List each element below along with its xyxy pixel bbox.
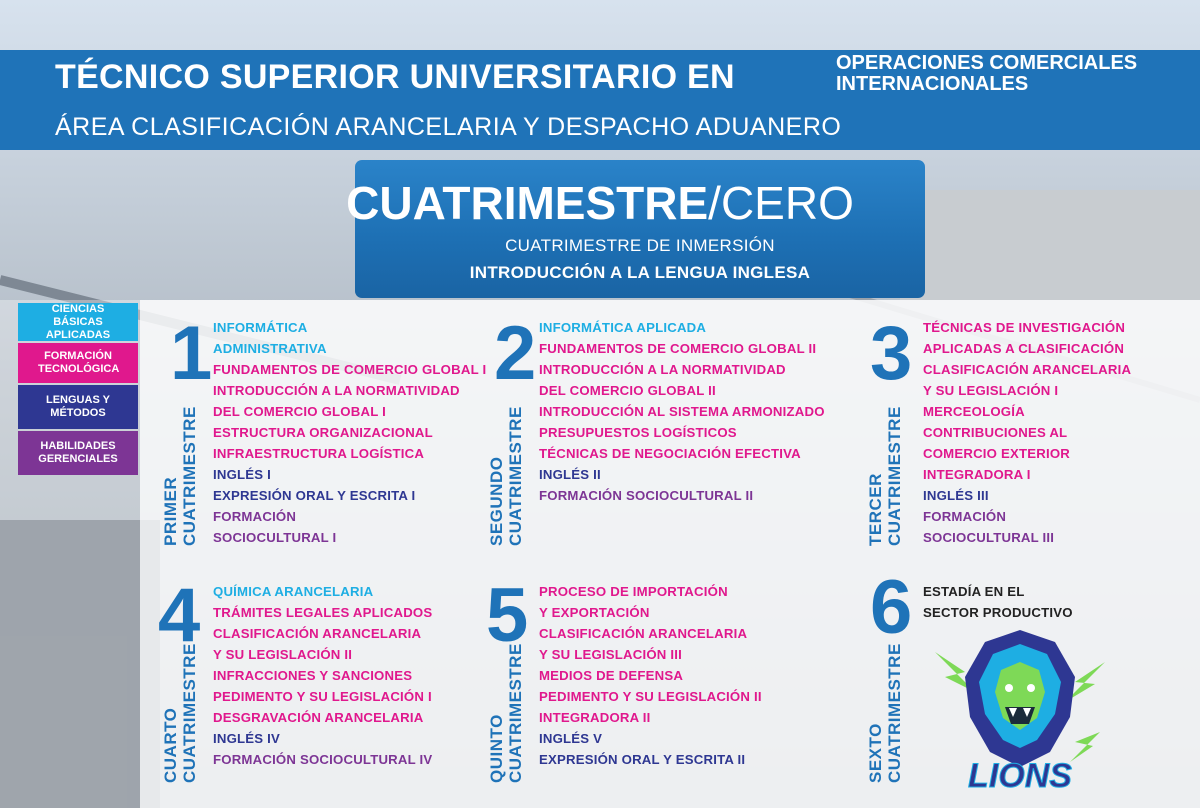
- subject-item: FUNDAMENTOS DE COMERCIO GLOBAL I: [213, 362, 487, 377]
- term-label-top: SEXTO: [866, 723, 885, 783]
- legend-lenguas: [18, 385, 138, 429]
- term-label-top: TERCER: [866, 473, 885, 546]
- subject-item: ESTADÍA EN EL: [923, 584, 1025, 599]
- subject-item: ESTRUCTURA ORGANIZACIONAL: [213, 425, 433, 440]
- subject-item: CONTRIBUCIONES AL: [923, 425, 1068, 440]
- area-subtitle: ÁREA CLASIFICACIÓN ARANCELARIA Y DESPACHO ADUANERO: [55, 113, 842, 141]
- subject-item: EXPRESIÓN ORAL Y ESCRITA I: [213, 488, 416, 503]
- subject-item: INGLÉS IV: [213, 731, 281, 746]
- subject-item: INFORMÁTICA APLICADA: [539, 320, 707, 335]
- subject-list-3: [923, 317, 1131, 548]
- subject-item: FORMACIÓN SOCIOCULTURAL IV: [213, 752, 433, 767]
- subject-item: PRESUPUESTOS LOGÍSTICOS: [539, 425, 737, 440]
- subject-item: DEL COMERCIO GLOBAL II: [539, 383, 716, 398]
- term-number: 3: [870, 311, 913, 396]
- subject-item: INTRODUCCIÓN A LA NORMATIVIDAD: [539, 362, 786, 377]
- subject-item: CLASIFICACIÓN ARANCELARIA: [539, 626, 748, 641]
- subject-item: SOCIOCULTURAL I: [213, 530, 337, 545]
- term-label-bottom: CUATRIMESTRE: [180, 643, 199, 783]
- subject-item: FORMACIÓN SOCIOCULTURAL II: [539, 488, 754, 503]
- page-title: TÉCNICO SUPERIOR UNIVERSITARIO EN: [55, 58, 735, 96]
- term-label-top: PRIMER: [161, 476, 180, 546]
- term-number: 4: [158, 573, 201, 658]
- subject-item: QUÍMICA ARANCELARIA: [213, 584, 374, 599]
- term-label: [866, 406, 904, 546]
- term-label-top: QUINTO: [487, 714, 506, 783]
- subject-item: MEDIOS DE DEFENSA: [539, 668, 684, 683]
- legend-label: FORMACIÓN TECNOLÓGICA: [38, 350, 120, 375]
- term-zero-course: INTRODUCCIÓN A LA LENGUA INGLESA: [469, 263, 811, 282]
- legend-label: HABILIDADES GERENCIALES: [38, 440, 118, 465]
- legend-label: CIENCIAS BÁSICAS APLICADAS: [45, 302, 111, 341]
- term-label-bottom: CUATRIMESTRE: [506, 406, 525, 546]
- subject-item: EXPRESIÓN ORAL Y ESCRITA II: [539, 752, 746, 767]
- subject-item: CLASIFICACIÓN ARANCELARIA: [923, 362, 1132, 377]
- subject-list-5: [539, 581, 762, 770]
- subject-item: COMERCIO EXTERIOR: [923, 446, 1071, 461]
- term-number: 1: [170, 311, 213, 396]
- term-label: [161, 406, 199, 546]
- term-label: [161, 643, 199, 783]
- term-label: [487, 643, 525, 783]
- subject-item: INGLÉS III: [923, 488, 989, 503]
- subject-item: INFRAESTRUCTURA LOGÍSTICA: [213, 446, 425, 461]
- subject-item: TÉCNICAS DE INVESTIGACIÓN: [923, 320, 1126, 335]
- legend-formacion: [18, 343, 138, 383]
- term-zero-title-bold: CUATRIMESTRE: [346, 177, 709, 229]
- subject-item: INTEGRADORA I: [923, 467, 1031, 482]
- lions-logo: [925, 622, 1115, 802]
- program-name-line2: INTERNACIONALES: [836, 73, 1029, 95]
- subject-item: Y EXPORTACIÓN: [539, 605, 650, 620]
- subject-list-2: [539, 317, 825, 506]
- term-label-bottom: CUATRIMESTRE: [506, 643, 525, 783]
- subject-item: INTRODUCCIÓN A LA NORMATIVIDAD: [213, 383, 460, 398]
- term-label-bottom: CUATRIMESTRE: [885, 406, 904, 546]
- subject-item: INGLÉS I: [213, 467, 272, 482]
- term-label-bottom: CUATRIMESTRE: [885, 643, 904, 783]
- subject-item: MERCEOLOGÍA: [923, 404, 1025, 419]
- term-label: [866, 643, 904, 783]
- term-zero-title-light: /CERO: [708, 177, 854, 229]
- subject-list-1: [213, 317, 486, 548]
- term-zero-title: [0, 176, 1200, 230]
- subject-item: INFRACCIONES Y SANCIONES: [213, 668, 413, 683]
- subject-item: INGLÉS V: [539, 731, 603, 746]
- subject-item: INTRODUCCIÓN AL SISTEMA ARMONIZADO: [539, 404, 825, 419]
- subject-item: Y SU LEGISLACIÓN II: [213, 647, 353, 662]
- legend-ciencias: [18, 303, 138, 341]
- subject-item: SOCIOCULTURAL III: [923, 530, 1055, 545]
- subject-item: TÉCNICAS DE NEGOCIACIÓN EFECTIVA: [539, 446, 801, 461]
- subject-item: PEDIMENTO Y SU LEGISLACIÓN II: [539, 689, 762, 704]
- subject-item: ADMINISTRATIVA: [213, 341, 327, 356]
- subject-item: DESGRAVACIÓN ARANCELARIA: [213, 710, 424, 725]
- subject-item: FORMACIÓN: [213, 509, 297, 524]
- term-label-top: SEGUNDO: [487, 456, 506, 546]
- subject-item: INTEGRADORA II: [539, 710, 651, 725]
- program-name: [836, 53, 1137, 95]
- term-label-bottom: CUATRIMESTRE: [180, 406, 199, 546]
- subject-item: TRÁMITES LEGALES APLICADOS: [213, 605, 433, 620]
- lions-logo-wordmark: LIONS: [968, 757, 1072, 795]
- subject-item: APLICADAS A CLASIFICACIÓN: [923, 341, 1125, 356]
- subject-item: PROCESO DE IMPORTACIÓN: [539, 584, 728, 599]
- subject-item: Y SU LEGISLACIÓN III: [539, 647, 682, 662]
- subject-item: Y SU LEGISLACIÓN I: [923, 383, 1059, 398]
- subject-item: FUNDAMENTOS DE COMERCIO GLOBAL II: [539, 341, 817, 356]
- program-name-line1: OPERACIONES COMERCIALES: [836, 52, 1138, 74]
- term-zero-subtitle: CUATRIMESTRE DE INMERSIÓN: [505, 236, 775, 255]
- subject-item: INGLÉS II: [539, 467, 601, 482]
- subject-item: FORMACIÓN: [923, 509, 1007, 524]
- subject-item: INFORMÁTICA: [213, 320, 308, 335]
- term-label: [487, 406, 525, 546]
- subject-list-4: [213, 581, 432, 770]
- legend-label: LENGUAS Y MÉTODOS: [46, 394, 110, 419]
- subject-item: PEDIMENTO Y SU LEGISLACIÓN I: [213, 689, 432, 704]
- term-number: 6: [870, 565, 913, 650]
- term-label-top: CUARTO: [161, 707, 180, 783]
- subject-list-6: [923, 581, 1073, 623]
- legend-habilidades: [18, 431, 138, 475]
- term-number: 2: [494, 311, 537, 396]
- subject-item: DEL COMERCIO GLOBAL I: [213, 404, 386, 419]
- subject-item: SECTOR PRODUCTIVO: [923, 605, 1073, 620]
- term-number: 5: [486, 573, 529, 658]
- subject-item: CLASIFICACIÓN ARANCELARIA: [213, 626, 422, 641]
